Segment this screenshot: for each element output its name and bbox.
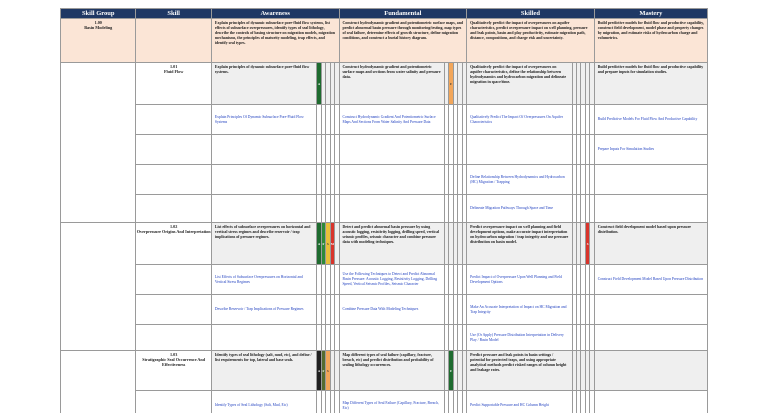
skill-cell: 1.03 Stratigraphic Seal Occurrence And Effectiveness bbox=[136, 351, 211, 391]
group-row bbox=[61, 19, 708, 63]
skill-row bbox=[61, 351, 708, 391]
link-text[interactable]: Construct Field Development Model Based Upon Pressure Distribution bbox=[594, 265, 707, 295]
level-marker: A bbox=[317, 63, 321, 105]
link-text[interactable]: Predict Impact of Overpressure Upon Well Planning and Field Development Options bbox=[467, 265, 572, 295]
link-row bbox=[61, 105, 708, 135]
header-skill: Skill bbox=[136, 9, 211, 19]
link-text[interactable] bbox=[467, 135, 572, 165]
link-text[interactable] bbox=[339, 135, 444, 165]
link-text[interactable]: List Effects of Subsurface Overpressures on Horizontal and Vertical Stress Regimes bbox=[211, 265, 316, 295]
link-text[interactable] bbox=[594, 391, 707, 414]
link-text[interactable] bbox=[211, 165, 316, 195]
skill-fundamental: Detect and predict abnormal basin pressure by using acoustic logging, resistivity logging, drilling speed, vertical seismic profiles, seismic character and combine pressure data with modeling techniques. bbox=[339, 223, 444, 265]
skill-awareness: Explain principles of dynamic subsurface pore-fluid flow systems. bbox=[211, 63, 316, 105]
skill-fundamental: Map different types of seal failure (capillary, fracture, breach, etc) and predict distribution and probability of sealing lithology occurrences. bbox=[339, 351, 444, 391]
skill-mastery: Build predictive models for fluid flow and productive capability and prepare inputs for simulation studies. bbox=[594, 63, 707, 105]
link-text[interactable]: Map Different Types of Seal Failure (Capillary, Fracture, Breach, Etc) bbox=[339, 391, 444, 414]
group-spacer bbox=[61, 223, 136, 351]
skill-cell: 1.02 Overpressure Origins And Interpretation bbox=[136, 223, 211, 265]
link-text[interactable]: Construct Hydrodynamic Gradient And Potentiometric Surface Maps And Sections From Water Salinity And Pressure Data bbox=[339, 105, 444, 135]
group-code: 1.00 bbox=[94, 20, 102, 25]
header-skill-group: Skill Group bbox=[61, 9, 136, 19]
link-row bbox=[61, 135, 708, 165]
header-mastery: Mastery bbox=[594, 9, 707, 19]
link-row bbox=[61, 325, 708, 351]
skill-cell: 1.01 Fluid Flow bbox=[136, 63, 211, 105]
header-fundamental: Fundamental bbox=[339, 9, 467, 19]
level-marker: M bbox=[330, 223, 334, 265]
link-text[interactable] bbox=[211, 325, 316, 351]
link-text[interactable]: Use the Following Techniques to Detect and Predict Abnormal Basin Pressure: Acoustic Logging, Resistivity Logging, Drilling Speed, Vertical Seismic Profiles, Seismic Character bbox=[339, 265, 444, 295]
level-marker: A bbox=[317, 223, 321, 265]
link-text[interactable]: Identify Types of Seal Lithology (Salt, Mud, Etc) bbox=[211, 391, 316, 414]
level-marker: S bbox=[326, 223, 330, 265]
level-marker: A bbox=[317, 351, 321, 391]
level-marker: F bbox=[321, 351, 325, 391]
skill-cell-empty bbox=[136, 19, 211, 63]
link-row bbox=[61, 265, 708, 295]
link-text[interactable] bbox=[594, 165, 707, 195]
header-awareness: Awareness bbox=[211, 9, 339, 19]
link-row bbox=[61, 195, 708, 223]
level-marker: F bbox=[449, 63, 453, 105]
skill-mastery bbox=[594, 351, 707, 391]
link-text[interactable] bbox=[594, 295, 707, 325]
link-text[interactable] bbox=[339, 325, 444, 351]
header-row bbox=[61, 9, 708, 19]
group-mastery: Build predictive models for fluid flow and productive capability, construct field development, model phase and property changes by migration, and estimate risks of hydrocarbon charge and volumetrics. bbox=[594, 19, 707, 63]
link-text[interactable]: Predict Supportable Pressure and HC Column Height bbox=[467, 391, 572, 414]
competency-table bbox=[60, 8, 708, 413]
group-cell bbox=[61, 19, 136, 63]
group-awareness: Explain principles of dynamic subsurface pore-fluid flow systems, list effects of subsurface overpressures, identify types of seal lithology, describe the controls of basing structure on migration models, migration mechanisms, the principles of maturity modeling, trap effects, and identify seal types. bbox=[211, 19, 339, 63]
skill-awareness: Identify types of seal lithology (salt, mud, etc), and define / list requirements for top, lateral and base seals. bbox=[211, 351, 316, 391]
level-marker: S bbox=[585, 223, 589, 265]
link-text[interactable]: Use (Or Apply) Pressure Distribution Interpretation in Delivery Play / Basin Model bbox=[467, 325, 572, 351]
link-text[interactable] bbox=[211, 195, 316, 223]
skill-skilled: Qualitatively predict the impact of overpressures on aquifer characteristics, define the relationship between hydrodynamics and hydrocarbon migration and delineate migration in space/time. bbox=[467, 63, 572, 105]
header-skilled: Skilled bbox=[467, 9, 595, 19]
skill-mastery: Construct field development model based upon pressure distribution. bbox=[594, 223, 707, 265]
link-text[interactable]: Describe Reservoir / Trap Implications of Pressure Regimes bbox=[211, 295, 316, 325]
link-text[interactable]: Qualitatively Predict The Impact Of Overpressures On Aquifer Characteristics bbox=[467, 105, 572, 135]
skill-row bbox=[61, 223, 708, 265]
level-marker: F bbox=[321, 223, 325, 265]
group-fundamental: Construct hydrodynamic gradient and potentiometric surface maps, and predict abnormal basin pressure through monitoring/testing, map types of seal failure, determine effects of growth structure, define migration conditions, and construct a burial history diagram. bbox=[339, 19, 467, 63]
link-row bbox=[61, 165, 708, 195]
skill-skilled: Predict pressure and leak points in basin settings / potential for protected traps, and using appropriate analytical methods predict risked ranges of column height and leakage rates. bbox=[467, 351, 572, 391]
link-row bbox=[61, 295, 708, 325]
link-text[interactable]: Delineate Migration Pathways Through Space and Time bbox=[467, 195, 572, 223]
link-text[interactable] bbox=[594, 325, 707, 351]
link-text[interactable]: Prepare Inputs For Simulation Studies bbox=[594, 135, 707, 165]
link-text[interactable]: Make An Accurate Interpretation of Impact on HC Migration and Trap Integrity bbox=[467, 295, 572, 325]
link-text[interactable] bbox=[594, 195, 707, 223]
group-spacer bbox=[61, 351, 136, 414]
link-text[interactable] bbox=[339, 165, 444, 195]
level-marker: F bbox=[449, 351, 453, 391]
link-text[interactable]: Define Relationship Between Hydrodynamics and Hydrocarbon (HC) Migration / Trapping bbox=[467, 165, 572, 195]
skill-awareness: List effects of subsurface overpressures on horizontal and vertical stress regimes and describe reservoir / trap implications of pressure regimes. bbox=[211, 223, 316, 265]
link-text[interactable]: Combine Pressure Data With Modeling Techniques bbox=[339, 295, 444, 325]
level-marker: S bbox=[326, 351, 330, 391]
link-text[interactable] bbox=[211, 135, 316, 165]
link-text[interactable] bbox=[339, 195, 444, 223]
group-name: Basin Modeling bbox=[84, 24, 113, 30]
skill-skilled: Predict overpressure impact on well planning and field development options, make accurate impact interpretation on hydrocarbon migration / trap integrity and use pressure distribution on basin model. bbox=[467, 223, 572, 265]
skill-row bbox=[61, 63, 708, 105]
group-spacer bbox=[61, 63, 136, 223]
link-text[interactable]: Build Predictive Models For Fluid Flow And Productive Capability bbox=[594, 105, 707, 135]
group-skilled: Qualitatively predict the impact of overpressures on aquifer characteristics, predict overpressure impact on well planning, pressure and leak points, basin and play productivity, estimate migration path, distance, compositions, and charge risk and uncertainty. bbox=[467, 19, 595, 63]
skill-fundamental: Construct hydrodynamic gradient and potentiometric surface maps and sections from water salinity and pressure data. bbox=[339, 63, 444, 105]
link-text[interactable]: Explain Principles Of Dynamic Subsurface Pore-Fluid Flow Systems bbox=[211, 105, 316, 135]
competency-sheet bbox=[60, 8, 708, 413]
link-row bbox=[61, 391, 708, 414]
